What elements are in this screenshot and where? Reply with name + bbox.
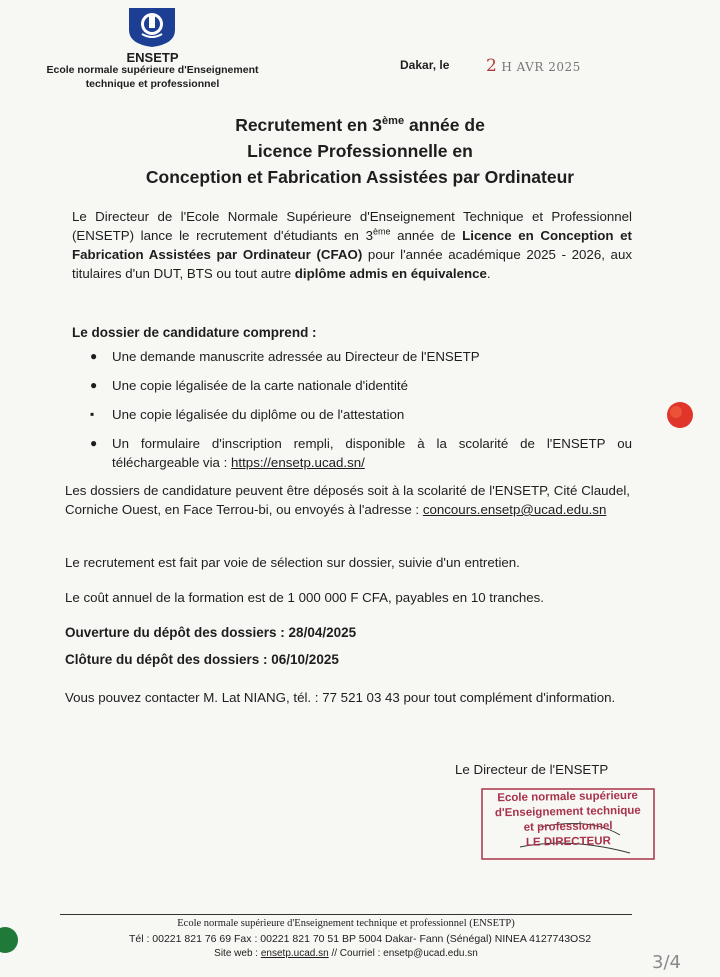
dossier-list — [72, 347, 632, 482]
title-line1-sup: ème — [382, 115, 405, 127]
intro-text-1: Le Directeur de l'Ecole Normale Supérieure d'Enseignement Technique et Professionnel (ENSETP) lance le recrutement d'étudiants en 3 — [72, 209, 632, 243]
footer-contacts: Tél : 00221 821 76 69 Fax : 00221 821 70 51 BP 5004 Dakar- Fann (Sénégal) NINEA 4127743OS2 — [128, 933, 592, 945]
stamp-line1: Ecole normale supérieure — [497, 789, 639, 805]
contest-email-link[interactable]: concours.ensetp@ucad.edu.sn — [422, 502, 607, 517]
contact-paragraph: Vous pouvez contacter M. Lat NIANG, tél. : 77 521 03 43 pour tout complément d'information. — [65, 690, 616, 705]
footer-site-label: Site web : — [214, 948, 261, 959]
list-item-text: Une demande manuscrite adressée au Directeur de l'ENSETP — [112, 349, 480, 364]
date-day: 2 — [486, 56, 498, 76]
footer-divider — [60, 914, 632, 915]
place-label: Dakar, le — [400, 58, 450, 72]
intro-paragraph — [72, 207, 632, 283]
stamp-line3: et professionnel — [523, 820, 613, 834]
ensetp-website-link[interactable]: https://ensetp.ucad.sn/ — [231, 455, 365, 470]
cost-text: Le coût annuel de la formation est de 1 000 000 F CFA, payables en 10 tranches. — [65, 590, 544, 605]
stamp-text — [481, 789, 654, 852]
stamp-line4: LE DIRECTEUR — [525, 835, 611, 849]
intro-bold-program: Licence en Conception et Fabrication Assistées par Ordinateur (CFAO) — [72, 228, 632, 262]
closing-date: Clôture du dépôt des dossiers : 06/10/2025 — [65, 652, 339, 667]
deposit-text: Les dossiers de candidature peuvent être déposés soit à la scolarité de l'ENSETP, Cité Claudel, Corniche Ouest, en Face Terrou-bi, ou envoyés à l'adresse : — [65, 483, 630, 517]
footer-mail[interactable]: ensetp@ucad.edu.sn — [383, 948, 478, 959]
bullet-icon: ● — [90, 349, 98, 363]
date-rest: H AVR 2025 — [501, 60, 581, 74]
list-item — [72, 347, 632, 366]
title-line1-post: année de — [404, 114, 485, 135]
bullet-icon: ● — [90, 378, 98, 392]
footer-mail-label: // Courriel : — [328, 948, 384, 959]
title-line2: Licence Professionnelle en — [247, 140, 473, 161]
list-item-text: Un formulaire d'inscription rempli, disponible à la scolarité de l'ENSETP ou téléchargeable via : — [112, 436, 632, 470]
deposit-paragraph — [65, 481, 630, 519]
school-full-name — [20, 63, 285, 91]
opening-date: Ouverture du dépôt des dossiers : 28/04/2025 — [65, 625, 357, 640]
document-title — [40, 108, 680, 190]
green-mark-icon — [0, 925, 20, 955]
selection-text: Le recrutement est fait par voie de sélection sur dossier, suivie d'un entretien. — [65, 555, 520, 570]
school-name: ENSETP — [126, 50, 179, 65]
signature-title: Le Directeur de l'ENSETP — [455, 762, 609, 777]
title-line3: Conception et Fabrication Assistées par Ordinateur — [145, 166, 575, 187]
ensetp-logo-icon — [125, 4, 179, 48]
dossier-heading: Le dossier de candidature comprend : — [72, 325, 317, 340]
intro-sup: ème — [372, 226, 391, 237]
red-dot-icon — [663, 400, 699, 430]
intro-text-3: pour l'année académique 2025 - 2026, aux titulaires d'un DUT, BTS ou tout autre — [72, 247, 632, 281]
list-item — [72, 434, 632, 472]
intro-bold-diploma: diplôme admis en équivalence — [294, 266, 487, 281]
school-full-line2: technique et professionnel — [85, 78, 220, 90]
list-item-text: Une copie légalisée de la carte nationale d'identité — [112, 378, 409, 393]
bullet-icon: ▪ — [90, 407, 95, 421]
footer-site-link[interactable]: ensetp.ucad.sn — [260, 948, 329, 959]
stamp-line2: d'Enseignement technique — [494, 804, 641, 820]
list-item-text: Une copie légalisée du diplôme ou de l'attestation — [112, 407, 405, 422]
intro-text-2: année de — [390, 228, 463, 243]
list-item — [72, 405, 632, 424]
footer-web — [60, 948, 632, 959]
intro-text-4: . — [486, 266, 491, 281]
bullet-icon: ● — [90, 436, 98, 450]
title-line1-pre: Recrutement en 3 — [235, 114, 383, 135]
school-full-line1: Ecole normale supérieure d'Enseignement — [46, 64, 259, 76]
page-number: 3/4 — [652, 952, 681, 973]
list-item — [72, 376, 632, 395]
footer-school-name: Ecole normale supérieure d'Enseignement technique et professionnel (ENSETP) — [177, 918, 515, 929]
handwritten-date — [486, 56, 581, 76]
